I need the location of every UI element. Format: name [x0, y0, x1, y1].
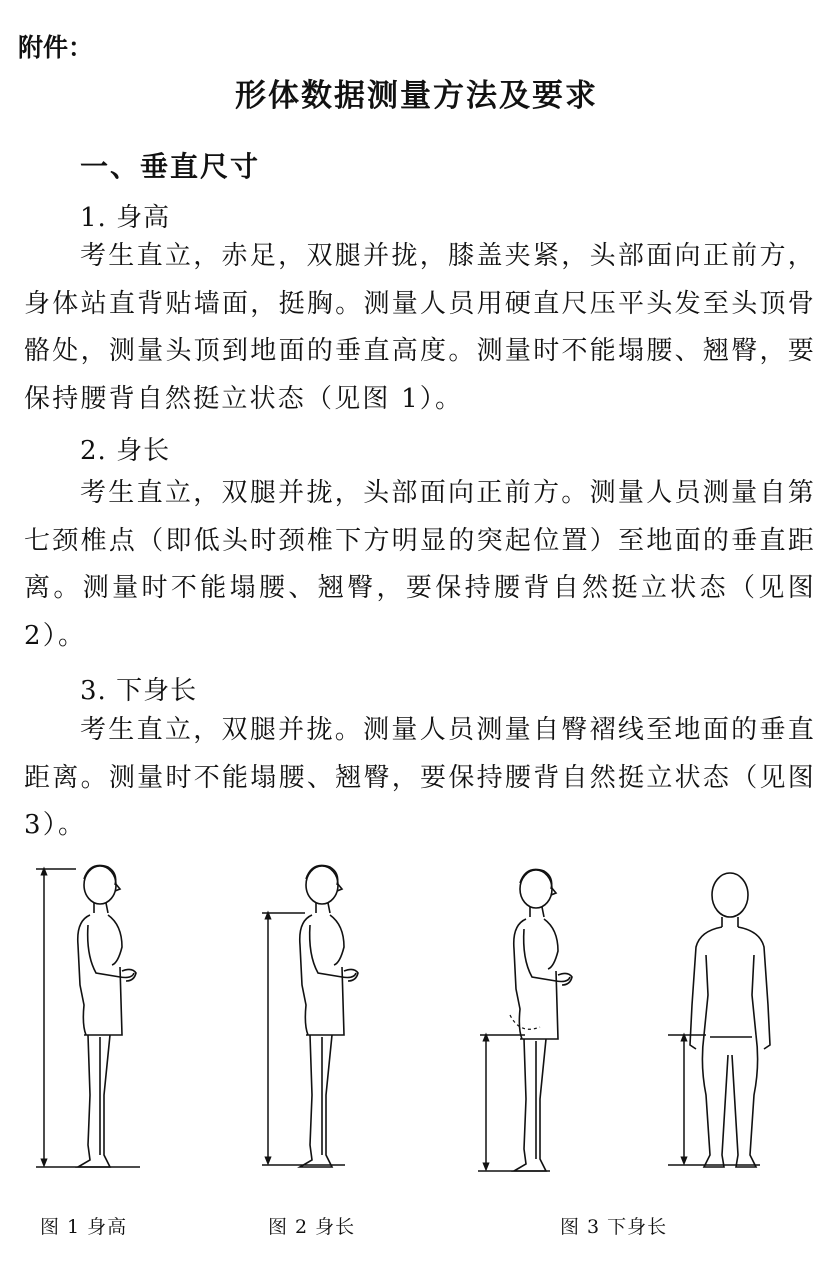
paragraph-height: 考生直立，赤足，双腿并拢，膝盖夹紧，头部面向正前方，身体站直背贴墙面，挺胸。测量人员用硬直尺压平头发至头顶骨骼处，测量头顶到地面的垂直高度。测量时不能塌腰、翘臀，要保持腰背自然挺立状态（见图 1）。	[24, 241, 816, 414]
section-heading: 一、垂直尺寸	[80, 150, 261, 183]
paragraph-body-length: 考生直立，双腿并拢，头部面向正前方。测量人员测量自第七颈椎点（即低头时颈椎下方明显的突起位置）至地面的垂直距离。测量时不能塌腰、翘臀，要保持腰背自然挺立状态（见图 2）。	[24, 478, 816, 651]
item-label-lower-body: 3. 下身长	[80, 676, 198, 706]
item-label-height: 1. 身高	[80, 203, 171, 233]
figure-3-back-illustration	[668, 873, 770, 1167]
figure-3-caption: 图 3 下身长	[560, 1216, 668, 1238]
measurement-figures	[0, 855, 833, 1185]
attachment-label: 附件：	[18, 33, 94, 62]
page-title: 形体数据测量方法及要求	[235, 78, 598, 114]
paragraph-lower-body: 考生直立，双腿并拢。测量人员测量自臀褶线至地面的垂直距离。测量时不能塌腰、翘臀，要保持腰背自然挺立状态（见图 3）。	[24, 715, 816, 840]
figure-1-illustration	[36, 866, 140, 1168]
figure-2-illustration	[262, 866, 358, 1168]
figure-2-caption: 图 2 身长	[268, 1216, 356, 1238]
item-label-body-length: 2. 身长	[80, 436, 171, 466]
figure-1-caption: 图 1 身高	[40, 1216, 128, 1238]
figure-3-side-illustration	[478, 870, 572, 1172]
